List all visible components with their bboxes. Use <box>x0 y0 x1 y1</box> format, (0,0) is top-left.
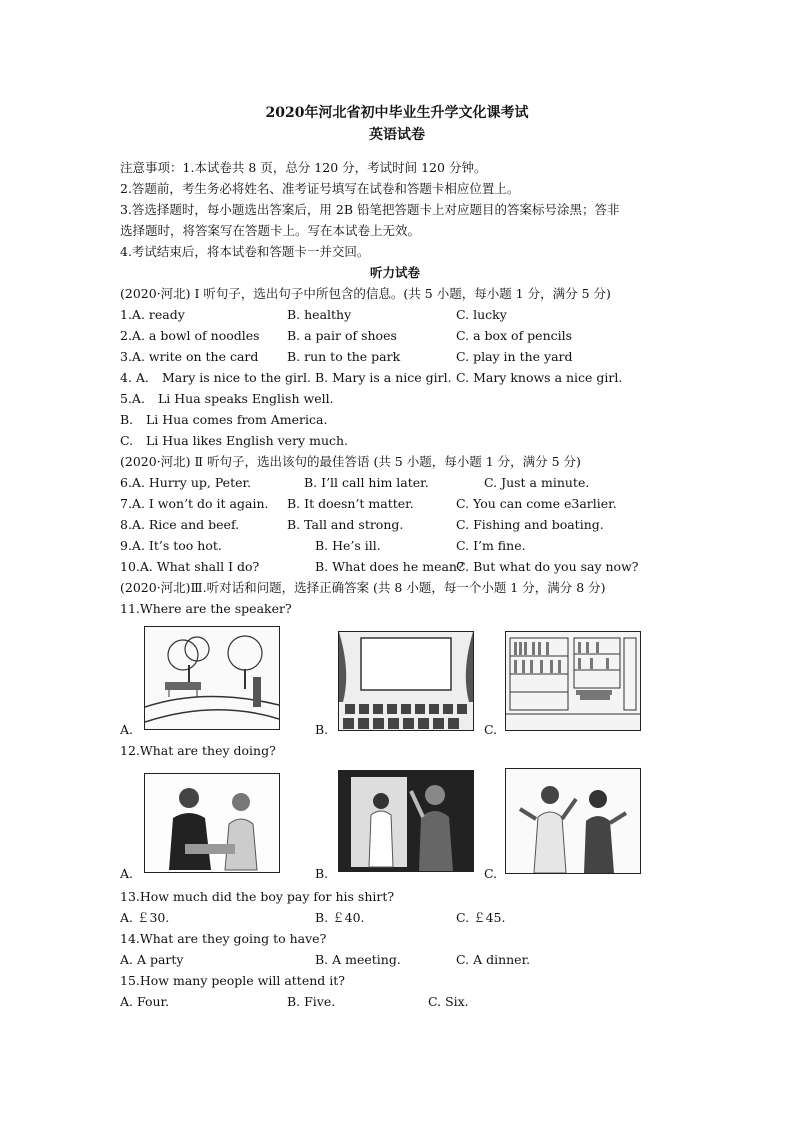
section-title: 听力试卷 <box>370 265 421 280</box>
q6-option-b: B. I’ll call him later. <box>304 475 429 490</box>
q4-option-a: Mary is nice to the girl. <box>162 370 311 385</box>
q12-label-b: B. <box>315 866 329 881</box>
note-line: 4.考试结束后，将本试卷和答题卡一并交回。 <box>120 244 370 259</box>
q7-option-a: 7.A. I won’t do it again. <box>120 496 269 511</box>
q5-label-b: B. <box>120 412 134 427</box>
q3-option-a: 3.A. write on the card <box>120 349 259 364</box>
q13-option-c: C. ￡45. <box>456 910 506 925</box>
q8-option-b: B. Tall and strong. <box>287 517 404 532</box>
people-arguing-illustration <box>506 769 640 873</box>
q1-option-c: C. lucky <box>456 307 507 322</box>
q11-picture-park <box>144 626 280 730</box>
note-line: 选择题时，将答案写在答题卡上。写在本试卷上无效。 <box>120 223 421 238</box>
q2-option-c: C. a box of pencils <box>456 328 573 343</box>
q12-picture-shopping <box>144 773 280 873</box>
exam-subtitle: 英语试卷 <box>369 127 425 143</box>
q3-option-c: C. play in the yard <box>456 349 573 364</box>
q14-option-b: B. A meeting. <box>315 952 401 967</box>
q10-option-a: 10.A. What shall I do? <box>120 559 260 574</box>
note-line: 3.答选择题时，每小题选出答案后，用 2B 铅笔把答题卡上对应题目的答案标号涂黑；答非 <box>120 202 620 217</box>
q13-option-b: B. ￡40. <box>315 910 365 925</box>
q5-label-c: C. <box>120 433 134 448</box>
park-illustration <box>145 627 279 729</box>
q12-picture-greeting <box>338 770 474 872</box>
library-illustration <box>506 632 640 730</box>
q8-option-c: C. Fishing and boating. <box>456 517 604 532</box>
q6-option-a: 6.A. Hurry up, Peter. <box>120 475 252 490</box>
q12-label-c: C. <box>484 866 498 881</box>
q11-label-c: C. <box>484 722 498 737</box>
q15-option-c: C. Six. <box>428 994 469 1009</box>
q3-option-b: B. run to the park <box>287 349 401 364</box>
q6-option-c: C. Just a minute. <box>484 475 590 490</box>
q15-option-b: B. Five. <box>287 994 336 1009</box>
note-line: 2.答题前，考生务必将姓名、准考证号填写在试卷和答题卡相应位置上。 <box>120 181 520 196</box>
q14-question: 14.What are they going to have? <box>120 931 327 946</box>
q5-option-c: Li Hua likes English very much. <box>146 433 349 448</box>
q4-option-c: C. Mary knows a nice girl. <box>456 370 623 385</box>
q11-picture-library <box>505 631 641 731</box>
part3-heading: (2020·河北)Ⅲ.听对话和问题，选择正确答案 (共 8 小题，每一个小题 1 分，满分 8 分) <box>120 580 606 595</box>
q2-option-b: B. a pair of shoes <box>287 328 397 343</box>
q15-question: 15.How many people will attend it? <box>120 973 345 988</box>
q11-picture-cinema <box>338 631 474 731</box>
q9-option-b: B. He’s ill. <box>315 538 381 553</box>
q14-option-a: A. A party <box>120 952 184 967</box>
q9-option-a: 9.A. It’s too hot. <box>120 538 222 553</box>
exam-title: 2020年河北省初中毕业生升学文化课考试 <box>265 105 529 121</box>
q2-option-a: 2.A. a bowl of noodles <box>120 328 260 343</box>
q7-option-b: B. It doesn’t matter. <box>287 496 414 511</box>
q15-option-a: A. Four. <box>120 994 170 1009</box>
people-shopping-illustration <box>145 774 279 872</box>
q4-option-b: B. Mary is a nice girl. <box>315 370 452 385</box>
q4-label: 4. A. <box>120 370 149 385</box>
part2-heading: (2020·河北) Ⅱ 听句子，选出该句的最佳答语 (共 5 小题，每小题 1 分，满分 5 分) <box>120 454 581 469</box>
q13-option-a: A. ￡30. <box>120 910 170 925</box>
q9-option-c: C. I’m fine. <box>456 538 526 553</box>
q5-option-b: Li Hua comes from America. <box>146 412 328 427</box>
q11-label-a: A. <box>120 722 134 737</box>
q12-label-a: A. <box>120 866 134 881</box>
q8-option-a: 8.A. Rice and beef. <box>120 517 240 532</box>
q11-label-b: B. <box>315 722 329 737</box>
q5-label-a: 5.A. <box>120 391 145 406</box>
q13-question: 13.How much did the boy pay for his shirt? <box>120 889 395 904</box>
q1-option-a: 1.A. ready <box>120 307 185 322</box>
q5-option-a: Li Hua speaks English well. <box>158 391 334 406</box>
q7-option-c: C. You can come e3arlier. <box>456 496 617 511</box>
q14-option-c: C. A dinner. <box>456 952 531 967</box>
people-greeting-illustration <box>339 771 473 871</box>
q12-question: 12.What are they doing? <box>120 743 276 758</box>
q12-picture-arguing <box>505 768 641 874</box>
note-line: 注意事项：1.本试卷共 8 页，总分 120 分，考试时间 120 分钟。 <box>120 160 487 175</box>
part1-heading: (2020·河北) Ⅰ 听句子，选出句子中所包含的信息。(共 5 小题，每小题 1 分，满分 5 分) <box>120 286 611 301</box>
q10-option-b: B. What does he mean? <box>315 559 464 574</box>
q11-question: 11.Where are the speaker? <box>120 601 292 616</box>
q10-option-c: C. But what do you say now? <box>456 559 639 574</box>
q1-option-b: B. healthy <box>287 307 352 322</box>
cinema-illustration <box>339 632 473 730</box>
